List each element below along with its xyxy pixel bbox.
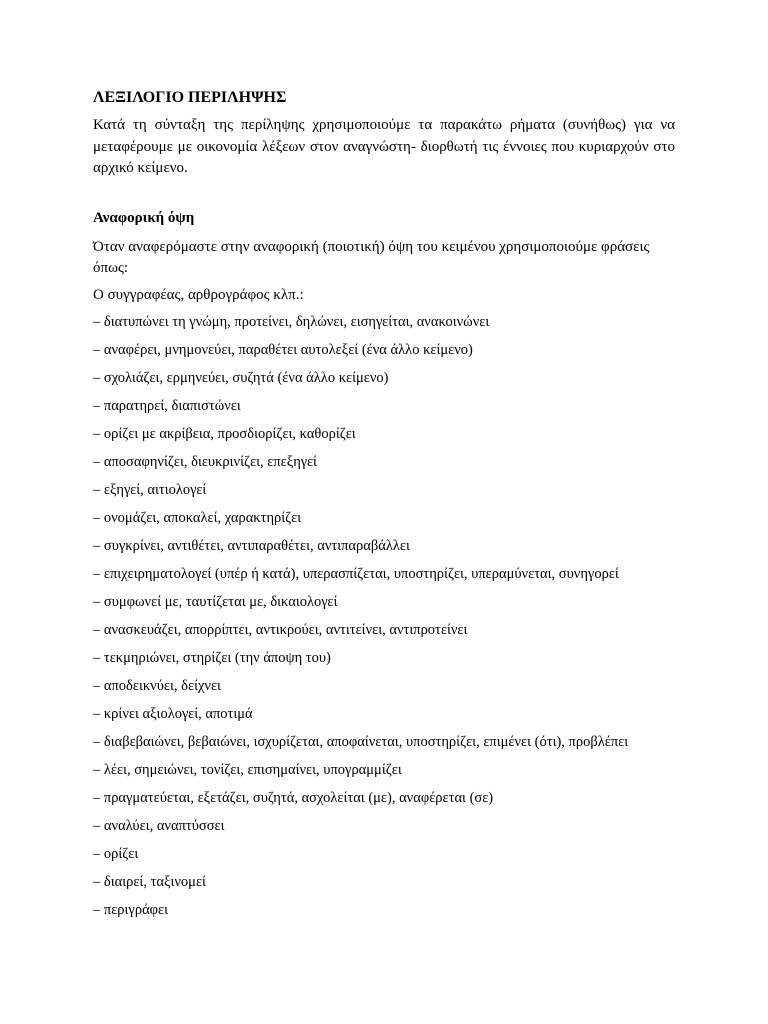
list-item: – σχολιάζει, ερμηνεύει, συζητά (ένα άλλο κείμενο)	[93, 370, 389, 386]
list-item: – πραγματεύεται, εξετάζει, συζητά, ασχολείται (με), αναφέρεται (σε)	[93, 790, 494, 806]
section-heading: Αναφορική όψη	[93, 210, 195, 226]
verb-list	[93, 312, 628, 928]
subject-line: Ο συγγραφέας, αρθρογράφος κλπ.:	[93, 287, 304, 303]
list-item: – συγκρίνει, αντιθέτει, αντιπαραθέτει, αντιπαραβάλλει	[93, 538, 410, 554]
list-item: – αναλύει, αναπτύσσει	[93, 818, 225, 834]
list-item: – ανασκευάζει, απορρίπτει, αντικρούει, αντιτείνει, αντιπροτείνει	[93, 622, 468, 638]
list-item: – επιχειρηματολογεί (υπέρ ή κατά), υπερασπίζεται, υποστηρίζει, υπεραμύνεται, συνηγορεί	[93, 566, 619, 582]
list-item: – διατυπώνει τη γνώμη, προτείνει, δηλώνει, εισηγείται, ανακοινώνει	[93, 314, 490, 330]
section-lead-paragraph: Όταν αναφερόμαστε στην αναφορική (ποιοτική) όψη του κειμένου χρησιμοποιούμε φράσεις όπως:	[93, 239, 650, 276]
list-item: – κρίνει αξιολογεί, αποτιμά	[93, 706, 253, 722]
list-item: – εξηγεί, αιτιολογεί	[93, 482, 207, 498]
list-item: – αναφέρει, μνημονεύει, παραθέτει αυτολεξεί (ένα άλλο κείμενο)	[93, 342, 473, 358]
list-item: – ορίζει με ακρίβεια, προσδιορίζει, καθορίζει	[93, 426, 356, 442]
list-item: – συμφωνεί με, ταυτίζεται με, δικαιολογεί	[93, 594, 338, 610]
list-item: – αποδεικνύει, δείχνει	[93, 678, 221, 694]
list-item: – διαβεβαιώνει, βεβαιώνει, ισχυρίζεται, αποφαίνεται, υποστηρίζει, επιμένει (ότι), προβλέπει	[93, 734, 629, 750]
list-item: – ορίζει	[93, 846, 139, 862]
list-item: – λέει, σημειώνει, τονίζει, επισημαίνει, υπογραμμίζει	[93, 762, 402, 778]
document-page	[93, 88, 675, 918]
list-item: – περιγράφει	[93, 902, 169, 918]
list-item: – παρατηρεί, διαπιστώνει	[93, 398, 241, 414]
list-item: – τεκμηριώνει, στηρίζει (την άποψη του)	[93, 650, 331, 666]
document-title: ΛΕΞΙΛΟΓΙΟ ΠΕΡΙΛΗΨΗΣ	[93, 89, 287, 106]
list-item: – ονομάζει, αποκαλεί, χαρακτηρίζει	[93, 510, 302, 526]
list-item: – διαιρεί, ταξινομεί	[93, 874, 206, 890]
intro-paragraph: Κατά τη σύνταξη της περίληψης χρησιμοποιούμε τα παρακάτω ρήματα (συνήθως) για να μεταφέρουμε με οικονομία λέξεων στον αναγνώστη- διορθωτή τις έννοιες που κυριαρχούν στο αρχικό κείμενο.	[93, 117, 675, 176]
list-item: – αποσαφηνίζει, διευκρινίζει, επεξηγεί	[93, 454, 317, 470]
